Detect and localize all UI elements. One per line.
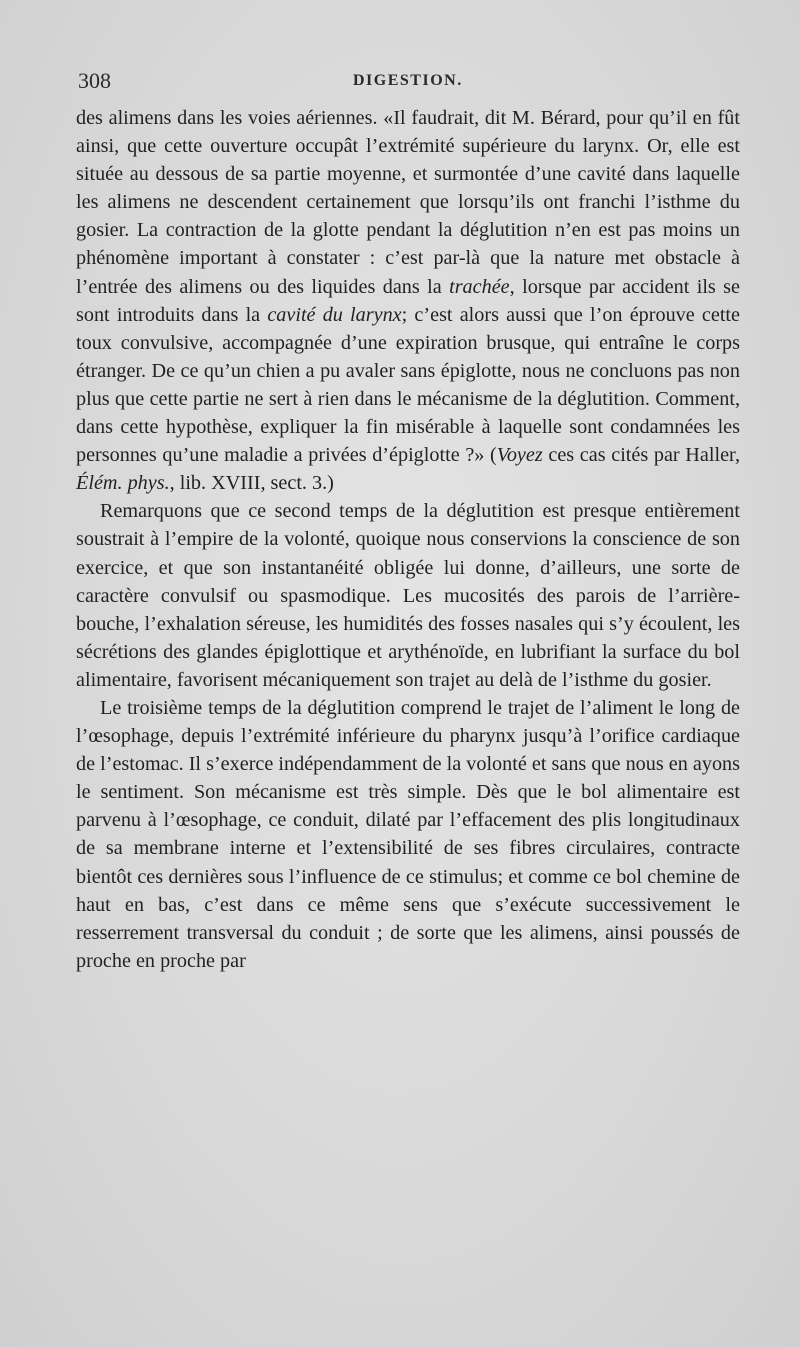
paragraph: [76, 104, 740, 497]
text-run: ces cas cités par Haller,: [542, 444, 740, 467]
text-run: Le troisième temps de la déglutition comprend le trajet de l’aliment le long de l’œsophage, depuis l’extrémité inférieure du pharynx jusqu’à l’orifice cardiaque de l’estomac. Il s’exerce indépendamment de la volonté et sans que nous en ayons le sentiment. Son mécanisme est très simple. Dès que le bol alimentaire est parvenu à l’œsophage, ce conduit, dilaté par l’effacement des plis longitudinaux de sa membrane interne et l’extensibilité de ses fibres circulaires, contracte bientôt ces dernières sous l’influence de ce stimulus; et comme ce bol chemine de haut en bas, c’est dans ce même sens que s’exécute successivement le resserrement transversal du conduit ; de sorte que les alimens, ainsi poussés de proche en proche par: [76, 696, 740, 972]
text-run: Remarquons que ce second temps de la déglutition est presque entièrement soustrait à l’empire de la volonté, quoique nous conservions la conscience de son exercice, et que son instantanéité obligée lui donne, d’ailleurs, une sorte de caractère convulsif ou spasmodique. Les mucosités des parois de l’arrière-bouche, l’exhalation séreuse, les humidités des fosses nasales qui s’y écoulent, les sécrétions des glandes épiglottique et arythénoïde, en lubrifiant la surface du bol alimentaire, favorisent mécaniquement son trajet au delà de l’isthme du gosier.: [76, 500, 740, 691]
page-header: [78, 68, 738, 100]
text-run: , lib. XVIII, sect. 3.): [169, 472, 334, 495]
italic-text: trachée: [449, 275, 510, 298]
italic-text: Élém. phys.: [76, 472, 170, 495]
text-run: ; c’est alors aussi que l’on éprouve cette toux convulsive, accompagnée d’une expiration brusque, qui entraîne le corps étranger. De ce qu’un chien a pu avaler sans épiglotte, nous ne concluons pas non plus que cette partie ne sert à rien dans le mécanisme de la déglutition. Comment, dans cette hypothèse, expliquer la fin misérable à laquelle sont condamnées les personnes qu’une maladie a privées d’épiglotte ?» (: [76, 303, 740, 467]
running-title: DIGESTION.: [353, 72, 463, 89]
body-text: [76, 104, 740, 975]
text-run: des alimens dans les voies aériennes. «Il faudrait, dit M. Bérard, pour qu’il en fût ainsi, que cette ouverture occupât l’extrémité supérieure du larynx. Or, elle est située au dessous de sa partie moyenne, et surmontée d’une cavité dans laquelle les alimens ne descendent certainement que lorsqu’ils ont franchi l’isthme du gosier. La contraction de la glotte pendant la déglutition n’en est pas moins un phénomène important à constater : c’est par-là que la nature met obstacle à l’entrée des alimens ou des liquides dans la: [76, 107, 740, 298]
paragraph: [76, 497, 740, 694]
italic-text: Voyez: [496, 444, 543, 467]
page-number: 308: [78, 68, 111, 93]
italic-text: cavité du larynx: [267, 303, 402, 326]
text-run: , lorsque par accident ils se sont introduits dans la: [76, 275, 740, 326]
paragraph: [76, 694, 740, 975]
